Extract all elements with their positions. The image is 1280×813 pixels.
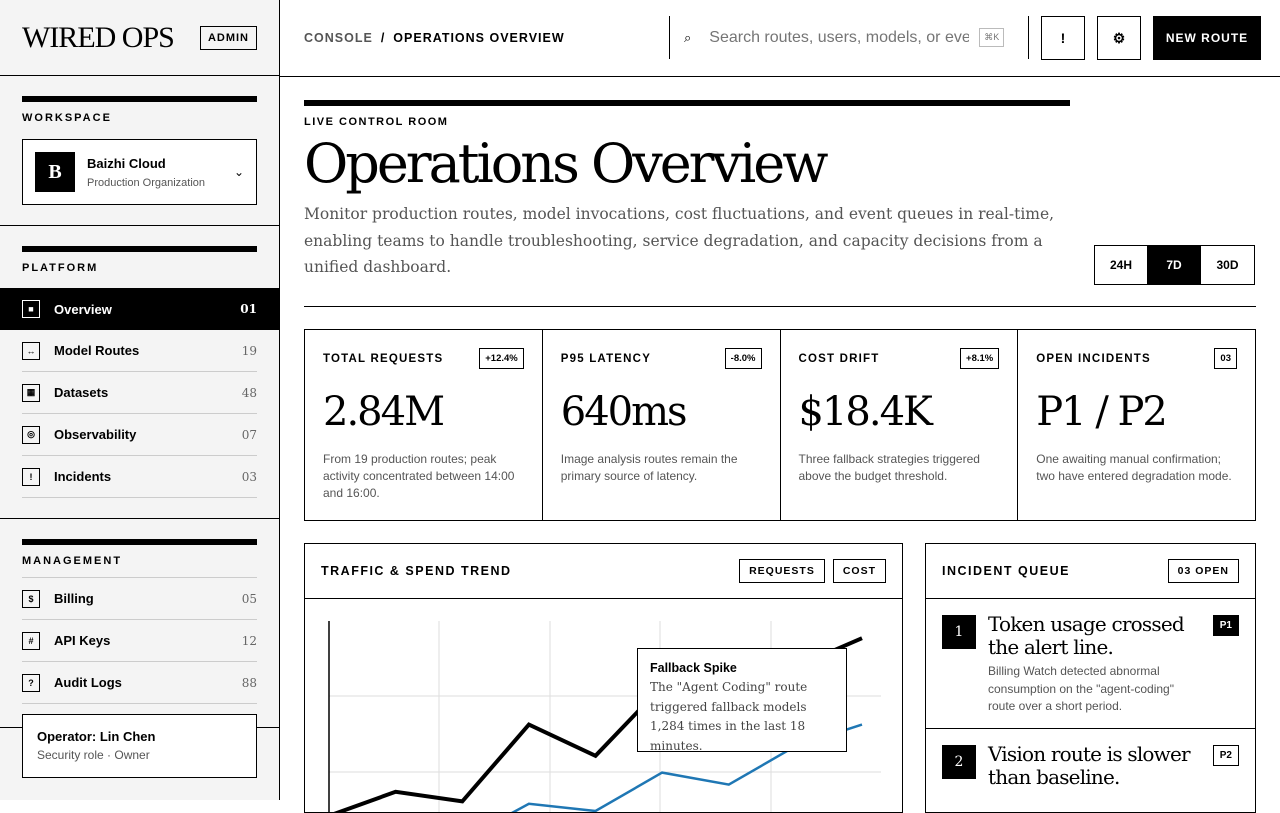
section-divider (22, 96, 257, 102)
sidebar-item-label: Observability (54, 427, 137, 442)
metric-delta: -8.0% (725, 348, 762, 369)
metric-delta: +8.1% (960, 348, 999, 369)
breadcrumb-current: OPERATIONS OVERVIEW (393, 31, 565, 45)
search-input[interactable] (709, 29, 969, 47)
metric-description: Image analysis routes remain the primary source of latency. (560, 452, 738, 483)
incident-number: 1 (942, 615, 976, 649)
sidebar-item-billing[interactable] (22, 578, 257, 620)
sidebar-item-incidents[interactable] (22, 456, 257, 498)
brand-logo[interactable]: WIRED OPS (22, 20, 174, 54)
metrics-row (304, 329, 1256, 521)
trend-panel (304, 543, 903, 813)
metric-description: From 19 production routes; peak activity concentrated between 14:00 and 16:00. (323, 452, 515, 500)
page-title: Operations Overview (304, 132, 826, 195)
metric-label: COST DRIFT (798, 352, 880, 365)
sidebar-item-label: Audit Logs (54, 675, 122, 690)
workspace-avatar: B (35, 152, 75, 192)
sidebar-divider (0, 518, 279, 519)
management-nav (0, 578, 279, 704)
metric-card-open-incidents[interactable] (1018, 330, 1255, 520)
sidebar-item-count: 01 (240, 302, 257, 316)
operator-card[interactable] (22, 714, 257, 778)
hash-icon: # (22, 632, 40, 650)
metric-description: One awaiting manual confirmation; two have entered degradation mode. (1036, 452, 1232, 483)
incident-queue-panel (925, 543, 1256, 813)
page-description: Monitor production routes, model invocations, cost fluctuations, and event queues in real-time, enabling teams to handle troubleshooting, service degradation, and capacity decisions from a unified dashboard. (304, 205, 1055, 276)
priority-badge: P2 (1213, 745, 1239, 766)
chart-tooltip (637, 648, 847, 752)
workspace-switcher[interactable] (22, 139, 257, 205)
sidebar-item-label: Overview (54, 301, 112, 317)
sidebar-item-count: 48 (241, 385, 257, 400)
sidebar-item-count: 12 (241, 633, 257, 648)
sidebar-divider (0, 225, 279, 226)
admin-badge: ADMIN (200, 26, 257, 50)
workspace-subtitle: Production Organization (87, 176, 206, 189)
incident-title: Vision route is slower than baseline. (988, 741, 1190, 789)
metric-description: Three fallback strategies triggered above the budget threshold. (798, 452, 980, 483)
gear-icon: ⚙ (1112, 29, 1126, 46)
metric-card-cost-drift[interactable] (781, 330, 1019, 520)
metric-value: $18.4K (798, 389, 931, 435)
workspace-name: Baizhi Cloud (87, 155, 166, 171)
platform-section (0, 246, 279, 498)
incident-title: Token usage crossed the alert line. (988, 612, 1184, 659)
sidebar-item-audit-logs[interactable] (22, 662, 257, 704)
cost-toggle[interactable]: COST (833, 559, 886, 583)
metric-delta: +12.4% (479, 348, 524, 369)
requests-toggle[interactable]: REQUESTS (739, 559, 825, 583)
sidebar-item-label: API Keys (54, 633, 111, 648)
alert-icon: ! (22, 468, 40, 486)
section-title-workspace: WORKSPACE (22, 112, 112, 124)
sidebar-item-datasets[interactable] (22, 372, 257, 414)
operator-name: Operator: Lin Chen (37, 729, 156, 744)
metric-value: 2.84M (323, 389, 444, 435)
metric-card-p95-latency[interactable] (543, 330, 781, 520)
alert-icon: ! (1060, 30, 1066, 46)
breadcrumb (304, 31, 565, 45)
metric-value: 640ms (560, 389, 686, 435)
metric-delta: 03 (1214, 348, 1237, 369)
sidebar-item-count: 03 (241, 469, 257, 484)
range-7d-button[interactable]: 7D (1148, 246, 1201, 284)
breadcrumb-console[interactable]: CONSOLE (304, 31, 373, 45)
sidebar-item-count: 88 (241, 675, 257, 690)
management-section (0, 539, 279, 704)
incident-description: Billing Watch detected abnormal consumption on the "agent-coding" route over a short period. (988, 664, 1174, 713)
metric-label: P95 LATENCY (560, 352, 652, 365)
brand-row (0, 0, 279, 76)
incident-number: 2 (942, 745, 976, 779)
tooltip-body: The "Agent Coding" route triggered fallback models 1,284 times in the last 18 minutes. (650, 680, 808, 753)
sidebar-item-count: 05 (241, 591, 257, 606)
header-rule (304, 100, 1070, 106)
open-count-chip[interactable]: 03 OPEN (1168, 559, 1239, 583)
section-title-platform: PLATFORM (22, 262, 99, 274)
square-icon: ■ (22, 300, 40, 318)
sidebar-item-model-routes[interactable] (22, 330, 257, 372)
breadcrumb-separator: / (380, 31, 386, 45)
dollar-icon: $ (22, 590, 40, 608)
target-icon: ◎ (22, 426, 40, 444)
alerts-button[interactable] (1041, 16, 1085, 60)
range-30d-button[interactable]: 30D (1216, 258, 1239, 272)
sidebar (0, 0, 280, 800)
new-route-button[interactable]: NEW ROUTE (1153, 16, 1261, 60)
metric-label: TOTAL REQUESTS (323, 352, 444, 365)
grid-icon: ▦ (22, 384, 40, 402)
range-24h-button[interactable]: 24H (1095, 246, 1148, 284)
incident-item[interactable] (926, 729, 1255, 801)
settings-button[interactable] (1097, 16, 1141, 60)
panel-title: TRAFFIC & SPEND TREND (321, 564, 512, 578)
priority-badge: P1 (1213, 615, 1239, 636)
metric-value: P1 / P2 (1036, 389, 1166, 435)
page-header (304, 100, 1256, 281)
metric-label: OPEN INCIDENTS (1036, 352, 1151, 365)
sidebar-item-label: Incidents (54, 469, 112, 484)
route-arrows-icon: ↔ (22, 342, 40, 360)
panel-header (305, 544, 902, 599)
metric-card-total-requests[interactable] (305, 330, 543, 520)
topbar (280, 0, 1280, 77)
panel-header (926, 544, 1255, 599)
sidebar-item-count: 07 (241, 427, 257, 442)
search-bar (669, 16, 1029, 59)
section-divider (22, 539, 257, 545)
section-divider (22, 246, 257, 252)
sidebar-item-overview[interactable] (0, 288, 279, 330)
sidebar-item-label: Model Routes (54, 343, 140, 358)
shortcut-hint: ⌘K (979, 28, 1004, 47)
incident-item[interactable] (926, 599, 1255, 729)
section-divider (304, 306, 1256, 307)
section-title-management: MANAGEMENT (22, 555, 123, 567)
search-icon: ⌕ (684, 29, 692, 45)
range-selector (1094, 245, 1255, 285)
workspace-section (0, 96, 279, 205)
tooltip-title: Fallback Spike (650, 661, 737, 675)
chevron-down-icon: ⌄ (233, 165, 244, 179)
sidebar-item-api-keys[interactable] (22, 620, 257, 662)
question-icon: ? (22, 674, 40, 692)
sidebar-item-count: 19 (241, 343, 257, 358)
page-eyebrow: LIVE CONTROL ROOM (304, 116, 449, 128)
panel-title: INCIDENT QUEUE (942, 564, 1070, 578)
platform-nav (0, 288, 279, 498)
sidebar-item-observability[interactable] (22, 414, 257, 456)
operator-role: Security role · Owner (37, 748, 150, 762)
sidebar-item-label: Datasets (54, 385, 109, 400)
sidebar-item-label: Billing (54, 591, 94, 606)
